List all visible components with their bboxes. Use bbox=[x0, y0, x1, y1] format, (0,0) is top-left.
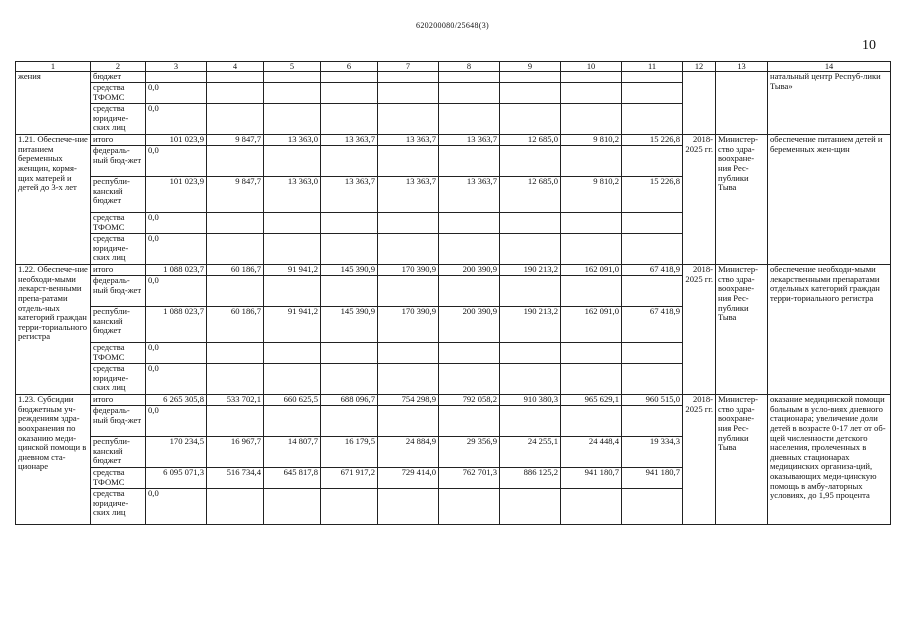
result-cell: оказание медицинской помощи больным в усло-виях дневного стационара; увеличение доли детей в возрасте 0-17 лет от об-щей численности детского населения, пролеченных в дневных стационарах медицинских организа-ций, оказывающих меди-цинскую помощь в амбу-латорных условиях, до 1,95 процента bbox=[768, 395, 891, 525]
amount-cell: 13 363,7 bbox=[378, 177, 439, 213]
amount-cell: 754 298,9 bbox=[378, 395, 439, 406]
period-cell: 2018-2025 гг. bbox=[683, 395, 716, 525]
amount-cell: 200 390,9 bbox=[439, 307, 500, 343]
amount-cell bbox=[378, 72, 439, 83]
amount-cell bbox=[378, 83, 439, 104]
page-number: 10 bbox=[862, 38, 876, 53]
amount-cell bbox=[561, 406, 622, 437]
table-row bbox=[16, 72, 891, 83]
document-id: 620200080/25648(3) bbox=[416, 21, 489, 30]
amount-cell: 60 186,7 bbox=[207, 265, 264, 276]
executor-cell: Министер-ство здра-воохране-ния Рес-публики Тыва bbox=[716, 135, 768, 265]
amount-cell bbox=[622, 406, 683, 437]
amount-cell bbox=[321, 364, 378, 395]
amount-cell bbox=[439, 83, 500, 104]
amount-cell: 533 702,1 bbox=[207, 395, 264, 406]
amount-cell: 0,0 bbox=[146, 364, 207, 395]
amount-cell bbox=[561, 104, 622, 135]
amount-cell: 162 091,0 bbox=[561, 265, 622, 276]
amount-cell bbox=[207, 406, 264, 437]
amount-cell bbox=[439, 489, 500, 525]
amount-cell bbox=[500, 276, 561, 307]
amount-cell bbox=[378, 104, 439, 135]
funding-source: средства юридиче-ских лиц bbox=[91, 364, 146, 395]
amount-cell bbox=[378, 146, 439, 177]
amount-cell bbox=[321, 104, 378, 135]
amount-cell bbox=[561, 234, 622, 265]
amount-cell: 0,0 bbox=[146, 146, 207, 177]
col-header: 13 bbox=[716, 62, 768, 72]
col-header: 3 bbox=[146, 62, 207, 72]
amount-cell: 101 023,9 bbox=[146, 135, 207, 146]
amount-cell: 6 265 305,8 bbox=[146, 395, 207, 406]
amount-cell bbox=[500, 213, 561, 234]
amount-cell: 729 414,0 bbox=[378, 468, 439, 489]
amount-cell: 0,0 bbox=[146, 213, 207, 234]
amount-cell bbox=[622, 234, 683, 265]
col-header: 5 bbox=[264, 62, 321, 72]
amount-cell: 24 884,9 bbox=[378, 437, 439, 468]
measure-name: жения bbox=[16, 72, 91, 135]
table-row bbox=[16, 265, 891, 276]
col-header: 9 bbox=[500, 62, 561, 72]
amount-cell bbox=[207, 364, 264, 395]
funding-source: итого bbox=[91, 135, 146, 146]
amount-cell: 0,0 bbox=[146, 104, 207, 135]
amount-cell bbox=[264, 489, 321, 525]
amount-cell: 13 363,0 bbox=[264, 177, 321, 213]
funding-source: средства ТФОМС bbox=[91, 468, 146, 489]
amount-cell: 14 807,7 bbox=[264, 437, 321, 468]
amount-cell bbox=[378, 406, 439, 437]
amount-cell: 660 625,5 bbox=[264, 395, 321, 406]
amount-cell: 886 125,2 bbox=[500, 468, 561, 489]
amount-cell bbox=[207, 276, 264, 307]
amount-cell bbox=[500, 72, 561, 83]
amount-cell: 941 180,7 bbox=[622, 468, 683, 489]
amount-cell bbox=[561, 276, 622, 307]
amount-cell: 162 091,0 bbox=[561, 307, 622, 343]
measure-name: 1.22. Обеспече-ние необходи-мыми лекарст-венными препа-ратами отдель-ных категорий граждан терри-ториального регистра bbox=[16, 265, 91, 395]
result-cell: обеспечение необходи-мыми лекарственными препаратами отдельных категорий граждан терри-ториального регистра bbox=[768, 265, 891, 395]
amount-cell bbox=[207, 72, 264, 83]
amount-cell bbox=[622, 343, 683, 364]
amount-cell bbox=[439, 72, 500, 83]
executor-cell: Министер-ство здра-воохране-ния Рес-публики Тыва bbox=[716, 265, 768, 395]
funding-source: итого bbox=[91, 265, 146, 276]
header-row bbox=[16, 62, 891, 72]
amount-cell: 12 685,0 bbox=[500, 135, 561, 146]
col-header: 10 bbox=[561, 62, 622, 72]
funding-source: бюджет bbox=[91, 72, 146, 83]
amount-cell: 200 390,9 bbox=[439, 265, 500, 276]
amount-cell bbox=[264, 146, 321, 177]
amount-cell bbox=[207, 83, 264, 104]
amount-cell bbox=[321, 146, 378, 177]
amount-cell bbox=[500, 104, 561, 135]
amount-cell bbox=[439, 406, 500, 437]
amount-cell: 9 810,2 bbox=[561, 135, 622, 146]
funding-source: республи-канский бюджет bbox=[91, 437, 146, 468]
amount-cell: 16 967,7 bbox=[207, 437, 264, 468]
col-header: 12 bbox=[683, 62, 716, 72]
amount-cell bbox=[146, 72, 207, 83]
amount-cell: 19 334,3 bbox=[622, 437, 683, 468]
amount-cell bbox=[439, 234, 500, 265]
amount-cell bbox=[561, 83, 622, 104]
amount-cell bbox=[378, 489, 439, 525]
amount-cell: 0,0 bbox=[146, 343, 207, 364]
amount-cell: 9 810,2 bbox=[561, 177, 622, 213]
amount-cell: 170 234,5 bbox=[146, 437, 207, 468]
funding-source: средства юридиче-ских лиц bbox=[91, 104, 146, 135]
amount-cell: 190 213,2 bbox=[500, 265, 561, 276]
amount-cell: 13 363,0 bbox=[264, 135, 321, 146]
amount-cell: 671 917,2 bbox=[321, 468, 378, 489]
result-cell: натальный центр Респуб-лики Тыва» bbox=[768, 72, 891, 135]
amount-cell: 965 629,1 bbox=[561, 395, 622, 406]
amount-cell bbox=[321, 489, 378, 525]
table-row bbox=[16, 135, 891, 146]
amount-cell: 170 390,9 bbox=[378, 307, 439, 343]
amount-cell bbox=[439, 104, 500, 135]
amount-cell bbox=[439, 213, 500, 234]
amount-cell bbox=[321, 234, 378, 265]
amount-cell bbox=[622, 146, 683, 177]
amount-cell bbox=[321, 83, 378, 104]
amount-cell: 67 418,9 bbox=[622, 307, 683, 343]
amount-cell bbox=[378, 213, 439, 234]
funding-source: средства ТФОМС bbox=[91, 343, 146, 364]
col-header: 1 bbox=[16, 62, 91, 72]
amount-cell: 516 734,4 bbox=[207, 468, 264, 489]
amount-cell: 1 088 023,7 bbox=[146, 307, 207, 343]
amount-cell: 13 363,7 bbox=[439, 177, 500, 213]
amount-cell bbox=[561, 489, 622, 525]
executor-cell: Министер-ство здра-воохране-ния Рес-публики Тыва bbox=[716, 395, 768, 525]
amount-cell bbox=[264, 234, 321, 265]
amount-cell bbox=[439, 276, 500, 307]
amount-cell bbox=[500, 343, 561, 364]
amount-cell: 9 847,7 bbox=[207, 177, 264, 213]
amount-cell: 762 701,3 bbox=[439, 468, 500, 489]
amount-cell bbox=[321, 343, 378, 364]
amount-cell bbox=[207, 489, 264, 525]
amount-cell bbox=[378, 276, 439, 307]
amount-cell: 960 515,0 bbox=[622, 395, 683, 406]
amount-cell: 13 363,7 bbox=[378, 135, 439, 146]
amount-cell: 9 847,7 bbox=[207, 135, 264, 146]
amount-cell: 0,0 bbox=[146, 276, 207, 307]
funding-source: средства юридиче-ских лиц bbox=[91, 489, 146, 525]
amount-cell: 16 179,5 bbox=[321, 437, 378, 468]
amount-cell: 13 363,7 bbox=[321, 177, 378, 213]
amount-cell bbox=[561, 343, 622, 364]
amount-cell: 645 817,8 bbox=[264, 468, 321, 489]
amount-cell bbox=[500, 489, 561, 525]
amount-cell bbox=[264, 104, 321, 135]
amount-cell bbox=[622, 72, 683, 83]
amount-cell bbox=[207, 146, 264, 177]
amount-cell: 24 255,1 bbox=[500, 437, 561, 468]
amount-cell: 170 390,9 bbox=[378, 265, 439, 276]
amount-cell: 0,0 bbox=[146, 83, 207, 104]
amount-cell bbox=[622, 364, 683, 395]
col-header: 4 bbox=[207, 62, 264, 72]
col-header: 2 bbox=[91, 62, 146, 72]
amount-cell bbox=[207, 104, 264, 135]
amount-cell bbox=[622, 213, 683, 234]
amount-cell: 91 941,2 bbox=[264, 265, 321, 276]
amount-cell: 6 095 071,3 bbox=[146, 468, 207, 489]
amount-cell: 15 226,8 bbox=[622, 177, 683, 213]
executor-cell bbox=[716, 72, 768, 135]
result-cell: обеспечение питанием детей и беременных жен-щин bbox=[768, 135, 891, 265]
funding-source: средства ТФОМС bbox=[91, 83, 146, 104]
col-header: 14 bbox=[768, 62, 891, 72]
amount-cell: 0,0 bbox=[146, 234, 207, 265]
amount-cell bbox=[622, 83, 683, 104]
funding-source: итого bbox=[91, 395, 146, 406]
amount-cell: 29 356,9 bbox=[439, 437, 500, 468]
funding-source: федераль-ный бюд-жет bbox=[91, 406, 146, 437]
amount-cell bbox=[561, 146, 622, 177]
amount-cell: 792 058,2 bbox=[439, 395, 500, 406]
amount-cell: 13 363,7 bbox=[439, 135, 500, 146]
amount-cell: 12 685,0 bbox=[500, 177, 561, 213]
amount-cell bbox=[439, 343, 500, 364]
period-cell: 2018-2025 гг. bbox=[683, 135, 716, 265]
amount-cell: 101 023,9 bbox=[146, 177, 207, 213]
amount-cell bbox=[264, 406, 321, 437]
amount-cell: 145 390,9 bbox=[321, 307, 378, 343]
amount-cell bbox=[561, 364, 622, 395]
period-cell bbox=[683, 72, 716, 135]
amount-cell bbox=[264, 72, 321, 83]
amount-cell bbox=[321, 406, 378, 437]
budget-table bbox=[15, 61, 891, 525]
amount-cell: 145 390,9 bbox=[321, 265, 378, 276]
amount-cell bbox=[207, 234, 264, 265]
amount-cell bbox=[561, 72, 622, 83]
amount-cell bbox=[500, 83, 561, 104]
funding-source: федераль-ный бюд-жет bbox=[91, 146, 146, 177]
col-header: 11 bbox=[622, 62, 683, 72]
amount-cell bbox=[207, 343, 264, 364]
amount-cell: 60 186,7 bbox=[207, 307, 264, 343]
amount-cell bbox=[622, 104, 683, 135]
amount-cell: 190 213,2 bbox=[500, 307, 561, 343]
funding-source: средства ТФОМС bbox=[91, 213, 146, 234]
amount-cell: 67 418,9 bbox=[622, 265, 683, 276]
funding-source: средства юридиче-ских лиц bbox=[91, 234, 146, 265]
amount-cell: 688 096,7 bbox=[321, 395, 378, 406]
col-header: 6 bbox=[321, 62, 378, 72]
measure-name: 1.23. Субсидии бюджетным уч-реждениям здра-воохранения по оказанию меди-цинской помощи в дневном ста-ционаре bbox=[16, 395, 91, 525]
funding-source: федераль-ный бюд-жет bbox=[91, 276, 146, 307]
amount-cell: 13 363,7 bbox=[321, 135, 378, 146]
amount-cell bbox=[622, 489, 683, 525]
amount-cell bbox=[264, 83, 321, 104]
measure-name: 1.21. Обеспече-ние питанием беременных женщин, кормя-щих матерей и детей до 3-х лет bbox=[16, 135, 91, 265]
amount-cell bbox=[500, 406, 561, 437]
amount-cell bbox=[378, 234, 439, 265]
amount-cell bbox=[378, 343, 439, 364]
amount-cell bbox=[500, 146, 561, 177]
amount-cell bbox=[622, 276, 683, 307]
funding-source: республи-канский бюджет bbox=[91, 177, 146, 213]
amount-cell bbox=[207, 213, 264, 234]
period-cell: 2018-2025 гг. bbox=[683, 265, 716, 395]
amount-cell: 910 380,3 bbox=[500, 395, 561, 406]
col-header: 7 bbox=[378, 62, 439, 72]
table-row bbox=[16, 395, 891, 406]
col-header: 8 bbox=[439, 62, 500, 72]
amount-cell bbox=[321, 213, 378, 234]
amount-cell bbox=[561, 213, 622, 234]
amount-cell bbox=[439, 364, 500, 395]
amount-cell: 15 226,8 bbox=[622, 135, 683, 146]
amount-cell: 1 088 023,7 bbox=[146, 265, 207, 276]
amount-cell: 0,0 bbox=[146, 489, 207, 525]
amount-cell: 24 448,4 bbox=[561, 437, 622, 468]
amount-cell: 941 180,7 bbox=[561, 468, 622, 489]
amount-cell bbox=[321, 276, 378, 307]
amount-cell bbox=[439, 146, 500, 177]
amount-cell: 91 941,2 bbox=[264, 307, 321, 343]
amount-cell bbox=[321, 72, 378, 83]
amount-cell bbox=[378, 364, 439, 395]
amount-cell bbox=[500, 234, 561, 265]
amount-cell bbox=[264, 213, 321, 234]
amount-cell: 0,0 bbox=[146, 406, 207, 437]
amount-cell bbox=[264, 276, 321, 307]
funding-source: республи-канский бюджет bbox=[91, 307, 146, 343]
amount-cell bbox=[264, 364, 321, 395]
amount-cell bbox=[500, 364, 561, 395]
amount-cell bbox=[264, 343, 321, 364]
